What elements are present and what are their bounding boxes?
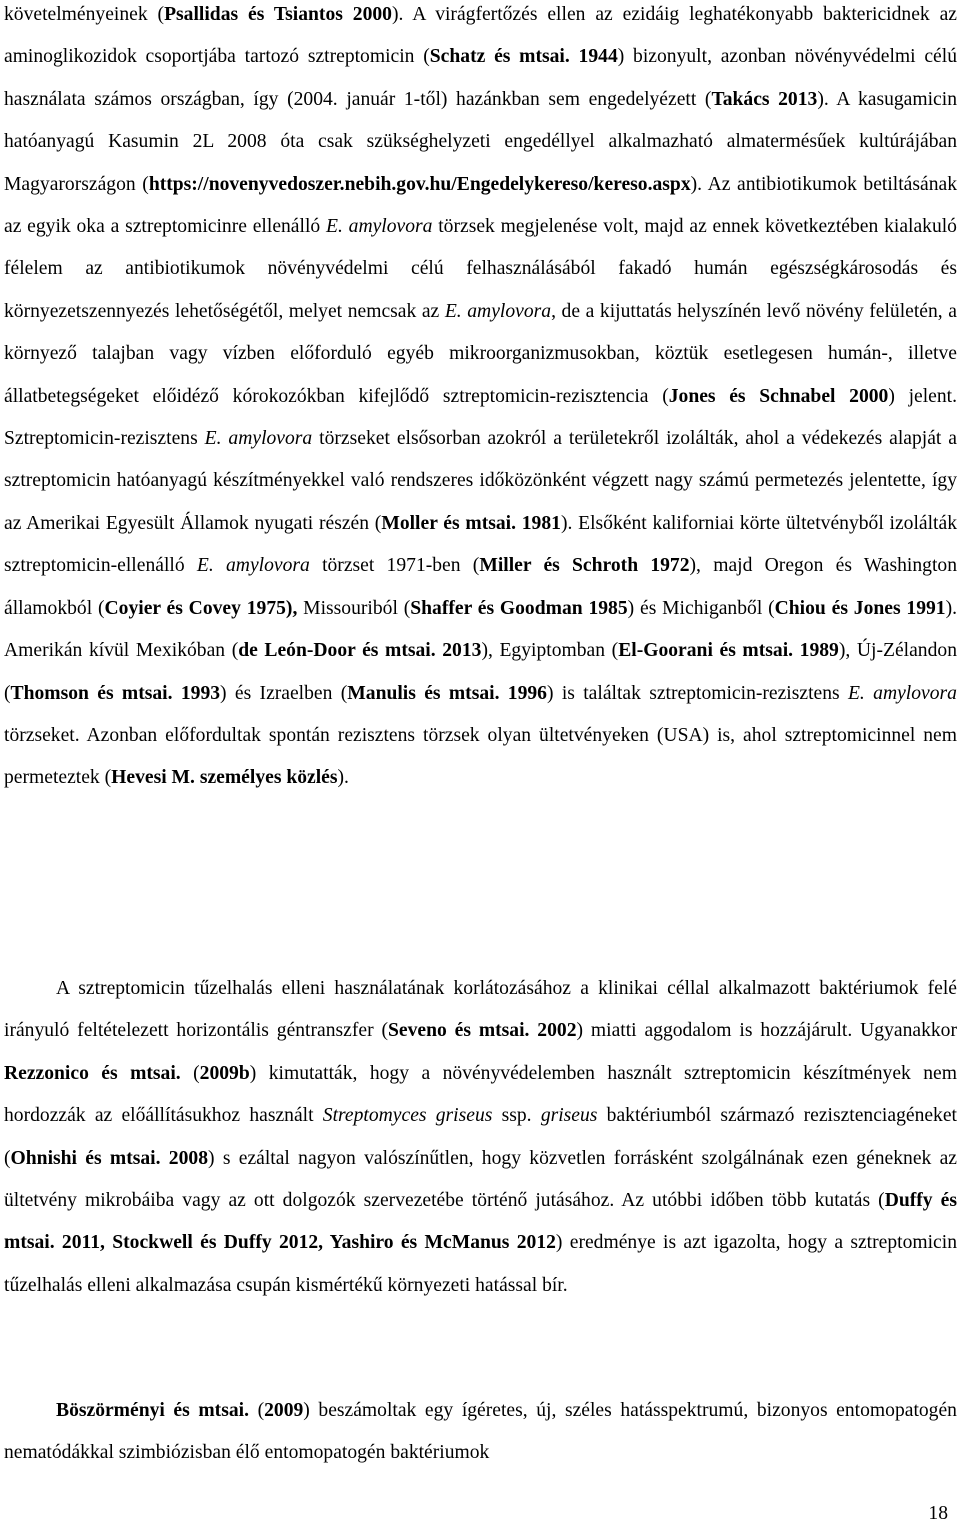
taxon-name: E. amylovora bbox=[444, 300, 552, 322]
paragraph-boszormenyi bbox=[4, 1390, 957, 1475]
citation-text: Schatz és mtsai. 1944 bbox=[429, 46, 618, 68]
body-text: ), Egyiptomban ( bbox=[481, 640, 619, 662]
body-text: ) miatti aggodalom is hozzájárult. Ugyanakkor bbox=[576, 1020, 957, 1042]
taxon-name: E. amylovora bbox=[196, 555, 310, 577]
body-text: ). Az antibiotikumok betiltásának az egyik oka a sztreptomicinre ellenálló bbox=[4, 173, 957, 238]
body-text: ( bbox=[180, 1062, 200, 1084]
citation-text: Böszörményi és mtsai. bbox=[56, 1400, 249, 1421]
citation-text: El-Goorani és mtsai. 1989 bbox=[618, 640, 839, 662]
citation-text: Duffy és mtsai. 2011, Stockwell és Duffy 2012, Yashiro és McManus 2012 bbox=[4, 1190, 957, 1254]
body-text: ). A kasugamicin hatóanyagú Kasumin 2L 2008 óta csak szükséghelyzeti engedéllyel alkalmazható almatermésűek kultúrájában Magyarországon ( bbox=[4, 88, 957, 195]
body-text: ) jelent. Sztreptomicin-rezisztens bbox=[4, 385, 957, 450]
body-text: ). Elsőként kaliforniai körte ültetvényből izolálták sztreptomicin-ellenálló bbox=[4, 512, 957, 577]
citation-text: Psallidas és Tsiantos 2000 bbox=[164, 4, 392, 25]
citation-text: Jones és Schnabel 2000 bbox=[668, 385, 889, 407]
body-text: törzset 1971-ben ( bbox=[309, 555, 480, 577]
citation-text: 2009 bbox=[264, 1400, 304, 1421]
taxon-name: Streptomyces griseus bbox=[322, 1105, 493, 1127]
citation-text: https://novenyvedoszer.nebih.gov.hu/Engedelykereso/kereso.aspx bbox=[148, 173, 691, 195]
body-text: A sztreptomicin tűzelhalás elleni használatának korlátozásához a klinikai céllal alkalmazott baktériumok felé irányuló feltételezett horizontális géntranszfer ( bbox=[4, 978, 957, 1042]
citation-text: 2009b bbox=[199, 1062, 250, 1084]
body-text: követelményeinek ( bbox=[4, 4, 165, 25]
citation-text: Thomson és mtsai. 1993 bbox=[10, 682, 221, 704]
citation-text: Moller és mtsai. 1981 bbox=[381, 512, 561, 534]
taxon-name: E. amylovora bbox=[204, 428, 313, 450]
citation-text: Ohnishi és mtsai. 2008 bbox=[10, 1147, 208, 1169]
body-text: ssp. bbox=[492, 1105, 541, 1127]
citation-text: Coyier és Covey 1975), bbox=[104, 597, 298, 619]
body-text: ) és Izraelben ( bbox=[220, 682, 348, 704]
citation-text: de León-Door és mtsai. 2013 bbox=[238, 640, 482, 662]
body-text: ). A virágfertőzés ellen az ezidáig leghatékonyabb baktericidnek az aminoglikozidok csoportjába tartozó sztreptomicin ( bbox=[4, 4, 957, 68]
body-text: ) bizonyult, azonban növényvédelmi célú használata számos országban, így (2004. január 1-től) hazánkban sem engedelyézett ( bbox=[4, 46, 957, 110]
body-text: ) eredménye is azt igazolta, hogy a sztreptomicin tűzelhalás elleni alkalmazása csupán kismértékű környezeti hatással bír. bbox=[4, 1232, 957, 1296]
citation-text: Shaffer és Goodman 1985 bbox=[410, 597, 628, 619]
page-number: 18 bbox=[928, 1503, 948, 1524]
citation-text: Takács 2013 bbox=[711, 88, 818, 110]
citation-text: Seveno és mtsai. 2002 bbox=[387, 1020, 577, 1042]
body-text: ). Amerikán kívül Mexikóban ( bbox=[4, 597, 958, 662]
body-text: ( bbox=[248, 1400, 265, 1421]
body-text: törzseket. Azonban előfordultak spontán rezisztens törzsek olyan ültetvényeken (USA) is, ahol sztreptomicinnel nem permeteztek ( bbox=[4, 724, 957, 789]
citation-text: Chiou és Jones 1991 bbox=[774, 597, 946, 619]
paragraph-gene-transfer bbox=[4, 968, 957, 1307]
body-text: ) is találtak sztreptomicin-rezisztens bbox=[546, 682, 848, 704]
body-text: , de a kijuttatás helyszínén levő növény felületén, a környező talajban vagy vízben előforduló egyéb mikroorganizmusokban, köztük esetlegesen humán-, illetve állatbetegségeket előidéző kórokozókban kifejlődő sztreptomicin-rezisztencia ( bbox=[4, 300, 957, 407]
paragraph-streptomycin-history bbox=[4, 0, 957, 800]
citation-text: Miller és Schroth 1972 bbox=[479, 555, 690, 577]
body-text: ), majd Oregon és Washington államokból ( bbox=[4, 555, 957, 619]
body-text: ). bbox=[337, 767, 349, 789]
body-text: törzsek megjelenése volt, majd az ennek következtében kialakuló félelem az antibiotikumok növényvédelmi célú felhasználásából fakadó humán egészségkárosodás és környezetszennyezés lehetőségétől, melyet nemcsak az bbox=[4, 216, 957, 322]
body-text: ) és Michiganből ( bbox=[627, 597, 775, 619]
citation-text: Hevesi M. személyes közlés bbox=[111, 767, 338, 789]
citation-text: Manulis és mtsai. 1996 bbox=[347, 682, 547, 704]
body-text: Missouriból ( bbox=[297, 597, 411, 619]
body-text: baktériumból származó rezisztenciagéneket ( bbox=[4, 1105, 957, 1169]
body-text: ), Új-Zélandon ( bbox=[4, 640, 957, 704]
body-text: törzseket elsősorban azokról a területekről izolálták, ahol a védekezés alapját a sztreptomicin hatóanyagú készítményekkel való rendszeres időközönként végzett nagy számú permetezés jelentette, így az Amerikai Egyesült Államok nyugati részén ( bbox=[4, 428, 957, 534]
body-text: ) beszámoltak egy ígéretes, új, széles hatásspektrumú, bizonyos entomopatogén nematódákkal szimbiózisban élő entomopatogén baktériumok bbox=[4, 1400, 957, 1464]
taxon-name: E. amylovora bbox=[325, 216, 433, 238]
citation-text: Rezzonico és mtsai. bbox=[4, 1062, 181, 1084]
taxon-name: E. amylovora bbox=[847, 682, 957, 704]
body-text: ) s ezáltal nagyon valószínűtlen, hogy közvetlen forrásként szolgálnának ezen géneknek az ültetvény mikrobáiba vagy az ott dolgozók szervezetébe történő jutásához. Az utóbbi időben több kutatás ( bbox=[4, 1147, 958, 1212]
taxon-name: griseus bbox=[540, 1105, 598, 1127]
body-text: ) kimutatták, hogy a növényvédelemben használt sztreptomicin készítmények nem hordozzák az előállításukhoz használt bbox=[4, 1062, 957, 1127]
